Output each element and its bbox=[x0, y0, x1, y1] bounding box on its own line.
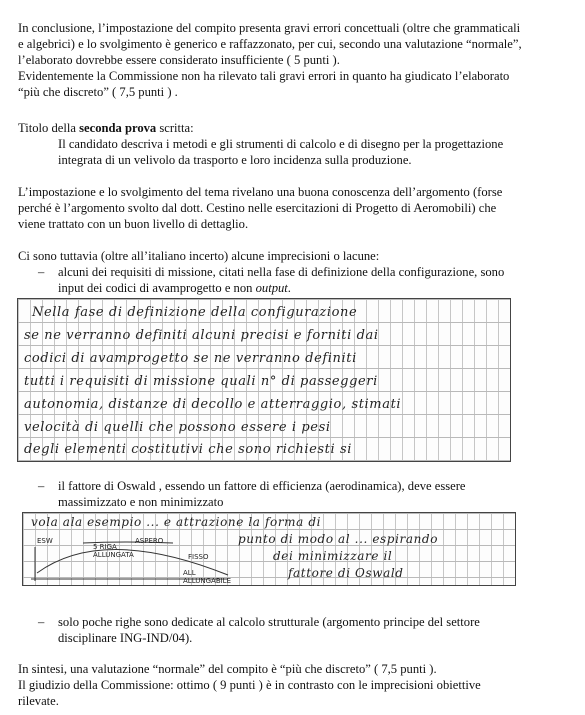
output-italic: output bbox=[255, 281, 288, 295]
handwritten-excerpt-2 bbox=[22, 512, 516, 586]
conclusion-line-4: Evidentemente la Commissione non ha rilevato tali gravi errori in quanto ha giudicato l’elaborato bbox=[18, 69, 510, 83]
exam-title-line-1: Il candidato descriva i metodi e gli strumenti di calcolo e di disegno per la progettazione bbox=[58, 137, 504, 151]
conclusion-line-2: e algebrici) e lo svolgimento è generico e raffazzonato, per cui, secondo una valutazione “normale”, bbox=[18, 37, 522, 51]
conclusion-line-5: “più che discreto” ( 7,5 punti ) . bbox=[18, 85, 178, 99]
summary-line-2: Il giudizio della Commissione: ottimo ( 9 punti ) è in contrasto con le imprecisioni obiettive bbox=[18, 678, 481, 692]
sketch-label: ALLUNGABILE bbox=[183, 577, 232, 585]
handwritten-line: fattore di Oswald bbox=[288, 566, 404, 580]
handwritten-line: tutti i requisiti di missione quali n° di passeggeri bbox=[24, 374, 378, 389]
sketch-label: ESW bbox=[37, 537, 53, 545]
handwritten-line: autonomia, distanze di decollo e atterraggio, stimati bbox=[24, 397, 402, 412]
handwritten-line: se ne verranno definiti alcuni precisi e forniti dai bbox=[24, 328, 379, 343]
summary-line-3: rilevate. bbox=[18, 694, 59, 708]
bullet-dash-2: – bbox=[38, 479, 45, 493]
summary-line-1: In sintesi, una valutazione “normale” del compito è “più che discreto” ( 7,5 punti ). bbox=[18, 662, 437, 676]
handwritten-line: Nella fase di definizione della configurazione bbox=[32, 305, 358, 320]
sketch-label: ALLUNGATA bbox=[93, 551, 134, 559]
conclusion-line-1: In conclusione, l’impostazione del compito presenta gravi errori concettuali (oltre che grammaticali bbox=[18, 21, 521, 35]
issues-intro: Ci sono tuttavia (oltre all’italiano incerto) alcune imprecisioni o lacune: bbox=[18, 249, 380, 263]
sketch-label: 5 RIGA bbox=[93, 543, 117, 551]
handwritten-line: velocità di quelli che possono essere i pesi bbox=[24, 420, 331, 435]
bullet-dash-3: – bbox=[38, 615, 45, 629]
bullet-1-line-2: input dei codici di avamprogetto e non output. bbox=[58, 281, 291, 295]
assessment-line-1: L’impostazione e lo svolgimento del tema rivelano una buona conoscenza dell’argomento (forse bbox=[18, 185, 503, 199]
bullet-3-line-2: disciplinare ING-IND/04). bbox=[58, 631, 193, 645]
assessment-line-2: perché è l’argomento svolto dal dott. Cestino nelle esercitazioni di Progetto di Aeromobili) che bbox=[18, 201, 497, 215]
handwritten-line: dei minimizzare il bbox=[273, 549, 393, 563]
handwritten-line: vola ala esempio ... e attrazione la forma di bbox=[31, 515, 322, 529]
handwritten-line: punto di modo al ... espirando bbox=[238, 532, 439, 546]
exam-title-bold: seconda prova bbox=[79, 121, 157, 135]
sketch-label: ALL bbox=[183, 569, 196, 577]
conclusion-line-3: l’elaborato dovrebbe essere considerato insufficiente ( 5 punti ). bbox=[18, 53, 340, 67]
sketch-label: ASPERO bbox=[135, 537, 164, 545]
handwritten-excerpt-1 bbox=[17, 298, 511, 462]
bullet-2-line-1: il fattore di Oswald , essendo un fattore di efficienza (aerodinamica), deve essere bbox=[58, 479, 466, 493]
bullet-3-line-1: solo poche righe sono dedicate al calcolo strutturale (argomento principe del settore bbox=[58, 615, 480, 629]
bullet-1-line-1: alcuni dei requisiti di missione, citati nella fase di definizione della configurazione, sono bbox=[58, 265, 505, 279]
assessment-line-3: viene trattato con un buon livello di dettaglio. bbox=[18, 217, 249, 231]
handwritten-line: codici di avamprogetto se ne verranno definiti bbox=[24, 351, 357, 366]
sketch-label: FISSO bbox=[188, 553, 209, 561]
bullet-2-line-2: massimizzato e non minimizzato bbox=[58, 495, 224, 509]
exam-title-heading: Titolo della seconda prova scritta: bbox=[18, 121, 194, 135]
exam-title-line-2: integrata di un velivolo da trasporto e loro incidenza sulla produzione. bbox=[58, 153, 412, 167]
bullet-dash-1: – bbox=[38, 265, 45, 279]
handwritten-line: degli elementi costitutivi che sono richiesti si bbox=[24, 442, 353, 457]
